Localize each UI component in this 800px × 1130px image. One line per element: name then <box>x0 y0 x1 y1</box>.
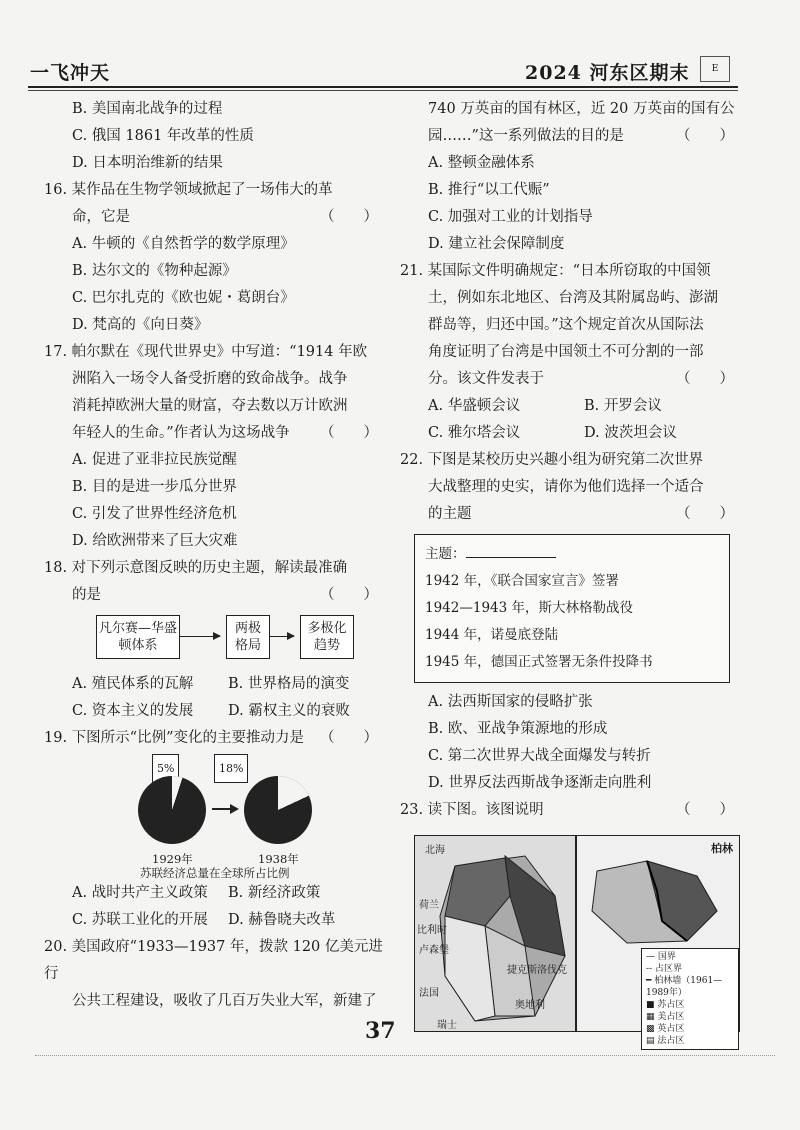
q18-answer-bracket: （ ） <box>320 587 378 603</box>
legend-border: — 国界 <box>646 952 676 962</box>
germany-occupation-map <box>414 835 576 1032</box>
pie-1929 <box>138 776 206 844</box>
q22-option-d: D. 世界反法西斯战争逐渐走向胜利 <box>428 775 652 791</box>
flow-arrow-1 <box>180 636 220 637</box>
q22-option-c: C. 第二次世界大战全面爆发与转折 <box>428 748 651 764</box>
exam-title: 2024 河东区期末 <box>525 62 690 84</box>
map-label-luxembourg: 卢森堡 <box>419 945 449 956</box>
q21-stem: 21. 某国际文件明确规定：“日本所窃取的中国领 <box>400 263 711 279</box>
berlin-map <box>576 835 740 1046</box>
q18-flow-diagram <box>54 613 384 665</box>
flow-arrow-2 <box>270 636 294 637</box>
pie-year-1938: 1938年 <box>258 852 299 866</box>
q16-stem-cont: 命，它是 <box>72 209 130 225</box>
q22-stem: 22. 下图是某校历史兴趣小组为研究第二次世界 <box>400 452 704 468</box>
q18-option-d: D. 霸权主义的衰败 <box>228 703 350 719</box>
q20-option-d: D. 建立社会保障制度 <box>428 236 565 252</box>
q21-option-c: C. 雅尔塔会议 <box>428 425 521 441</box>
q21-option-b: B. 开罗会议 <box>584 398 662 414</box>
header-rule-thin <box>28 90 738 91</box>
theme-blank <box>466 557 556 558</box>
q15-option-c: C. 俄国 1861 年改革的性质 <box>72 128 254 144</box>
pie-caption: 苏联经济总量在全球所占比例 <box>140 866 290 880</box>
map-label-belgium: 比利时 <box>417 925 447 936</box>
pie-arrow-head <box>230 804 239 814</box>
q20-option-b: B. 推行“以工代赈” <box>428 182 550 198</box>
map-label-france: 法国 <box>419 988 439 999</box>
q18-option-b: B. 世界格局的演变 <box>228 676 350 692</box>
q21-option-d: D. 波茨坦会议 <box>584 425 677 441</box>
theme-fact-1: 1942 年，《联合国家宣言》签署 <box>425 573 619 589</box>
q19-option-d: D. 赫鲁晓夫改革 <box>228 912 336 928</box>
theme-fact-3: 1944 年，诺曼底登陆 <box>425 627 559 643</box>
q20-option-a: A. 整顿金融体系 <box>428 155 535 171</box>
q22-answer-bracket: （ ） <box>676 506 734 522</box>
q17-option-d: D. 给欧洲带来了巨大灾难 <box>72 533 238 549</box>
legend-zone-border: -- 占区界 <box>646 964 682 974</box>
q16-option-c: C. 巴尔扎克的《欧也妮・葛朗台》 <box>72 290 295 306</box>
q21-stem-line2: 土，例如东北地区、台湾及其附属岛屿、澎湖 <box>428 290 718 306</box>
q16-answer-bracket: （ ） <box>320 209 378 225</box>
footer-dotted-line <box>35 1055 775 1056</box>
theme-fact-2: 1942—1943 年，斯大林格勒战役 <box>425 600 634 616</box>
q22-theme-box <box>414 534 730 683</box>
q22-option-b: B. 欧、亚战争策源地的形成 <box>428 721 608 737</box>
right-column <box>400 96 740 824</box>
q16-option-a: A. 牛顿的《自然哲学的数学原理》 <box>72 236 295 252</box>
q17-answer-bracket: （ ） <box>320 425 378 441</box>
q15-option-d: D. 日本明治维新的结果 <box>72 155 223 171</box>
flow-box-versailles: 凡尔赛—华盛顿体系 <box>96 615 180 659</box>
q17-option-b: B. 目的是进一步瓜分世界 <box>72 479 237 495</box>
q18-option-a: A. 殖民体系的瓦解 <box>72 676 194 692</box>
legend-uk: ▩ 英占区 <box>646 1024 685 1034</box>
q16-option-d: D. 梵高的《向日葵》 <box>72 317 209 333</box>
page-number: 37 <box>365 1018 396 1044</box>
pie-1938 <box>244 776 312 844</box>
q19-stem: 19. 下图所示“比例”变化的主要推动力是 <box>44 730 304 746</box>
q15-option-b: B. 美国南北战争的过程 <box>72 101 223 117</box>
q20-stem-line2: 公共工程建设，吸收了几百万失业大军，新建了 <box>72 993 377 1009</box>
q19-option-c: C. 苏联工业化的开展 <box>72 912 208 928</box>
q16-option-b: B. 达尔文的《物种起源》 <box>72 263 237 279</box>
q23-answer-bracket: （ ） <box>676 802 734 818</box>
pie-year-1929: 1929年 <box>152 852 193 866</box>
legend-france: ▤ 法占区 <box>646 1036 685 1046</box>
q21-answer-bracket: （ ） <box>676 371 734 387</box>
q19-pie-figure <box>44 752 384 880</box>
legend-us: ▦ 美占区 <box>646 1012 685 1022</box>
map-label-northsea: 北海 <box>425 845 445 856</box>
publisher-logo: E <box>700 56 730 82</box>
q16-stem: 16. 某作品在生物学领域掀起了一场伟大的革 <box>44 182 333 198</box>
q22-option-a: A. 法西斯国家的侵略扩张 <box>428 694 593 710</box>
q23-stem: 23. 读下图。该图说明 <box>400 802 544 818</box>
q19-option-a: A. 战时共产主义政策 <box>72 885 208 901</box>
map-label-berlin: 柏林 <box>711 842 733 855</box>
q22-stem-line3: 的主题 <box>428 506 472 522</box>
q20-stem-line3: 740 万英亩的国有林区，近 20 万英亩的国有公 <box>428 101 735 117</box>
series-title: 一飞冲天 <box>30 62 111 84</box>
q21-stem-line3: 群岛等，归还中国。”这个规定首次从国际法 <box>428 317 704 333</box>
theme-fact-4: 1945 年，德国正式签署无条件投降书 <box>425 654 653 670</box>
map-legend <box>641 948 739 1050</box>
q18-stem: 18. 对下列示意图反映的历史主题，解读最准确 <box>44 560 348 576</box>
legend-soviet: ■ 苏占区 <box>646 1000 685 1010</box>
legend-berlin-wall: ━ 柏林墙（1961—1989年） <box>646 976 723 998</box>
map-label-netherlands: 荷兰 <box>419 900 439 911</box>
q19-answer-bracket: （ ） <box>320 730 378 746</box>
map-label-austria: 奥地利 <box>515 1000 545 1011</box>
pie-arrow <box>212 808 232 810</box>
q22-stem-line2: 大战整理的史实，请你为他们选择一个适合 <box>428 479 704 495</box>
q17-stem-line2: 洲陷入一场令人备受折磨的致命战争。战争 <box>72 371 348 387</box>
q18-option-c: C. 资本主义的发展 <box>72 703 194 719</box>
q17-stem-line4: 年轻人的生命。”作者认为这场战争 <box>72 425 290 441</box>
header-rule <box>28 86 738 88</box>
q18-stem-cont: 的是 <box>72 587 101 603</box>
q17-stem: 17. 帕尔默在《现代世界史》中写道：“1914 年欧 <box>44 344 368 360</box>
q21-stem-line4: 角度证明了台湾是中国领土不可分割的一部 <box>428 344 704 360</box>
q19-option-b: B. 新经济政策 <box>228 885 321 901</box>
q20-answer-bracket: （ ） <box>676 128 734 144</box>
left-column <box>44 96 384 1015</box>
map-label-switzerland: 瑞士 <box>437 1020 457 1031</box>
q20-option-c: C. 加强对工业的计划指导 <box>428 209 593 225</box>
q17-stem-line3: 消耗掉欧洲大量的财富，夺去数以万计欧洲 <box>72 398 348 414</box>
map-label-czechoslovakia: 捷克斯洛伐克 <box>507 965 567 976</box>
flow-box-multipolar: 多极化趋势 <box>300 615 354 659</box>
q20-stem-line4: 园……”这一系列做法的目的是 <box>428 128 624 144</box>
q17-option-c: C. 引发了世界性经济危机 <box>72 506 237 522</box>
q17-option-a: A. 促进了亚非拉民族觉醒 <box>72 452 237 468</box>
flow-box-bipolar: 两极格局 <box>226 615 270 659</box>
pie-label-1929: 5% <box>152 754 179 783</box>
q21-option-a: A. 华盛顿会议 <box>428 398 521 414</box>
pie-label-1938: 18% <box>214 754 248 783</box>
q21-stem-line5: 分。该文件发表于 <box>428 371 544 387</box>
q20-stem: 20. 美国政府“1933—1937 年，拨款 120 亿美元进行 <box>44 939 383 982</box>
berlin-map-svg <box>577 851 739 951</box>
theme-label: 主题： <box>425 546 466 562</box>
